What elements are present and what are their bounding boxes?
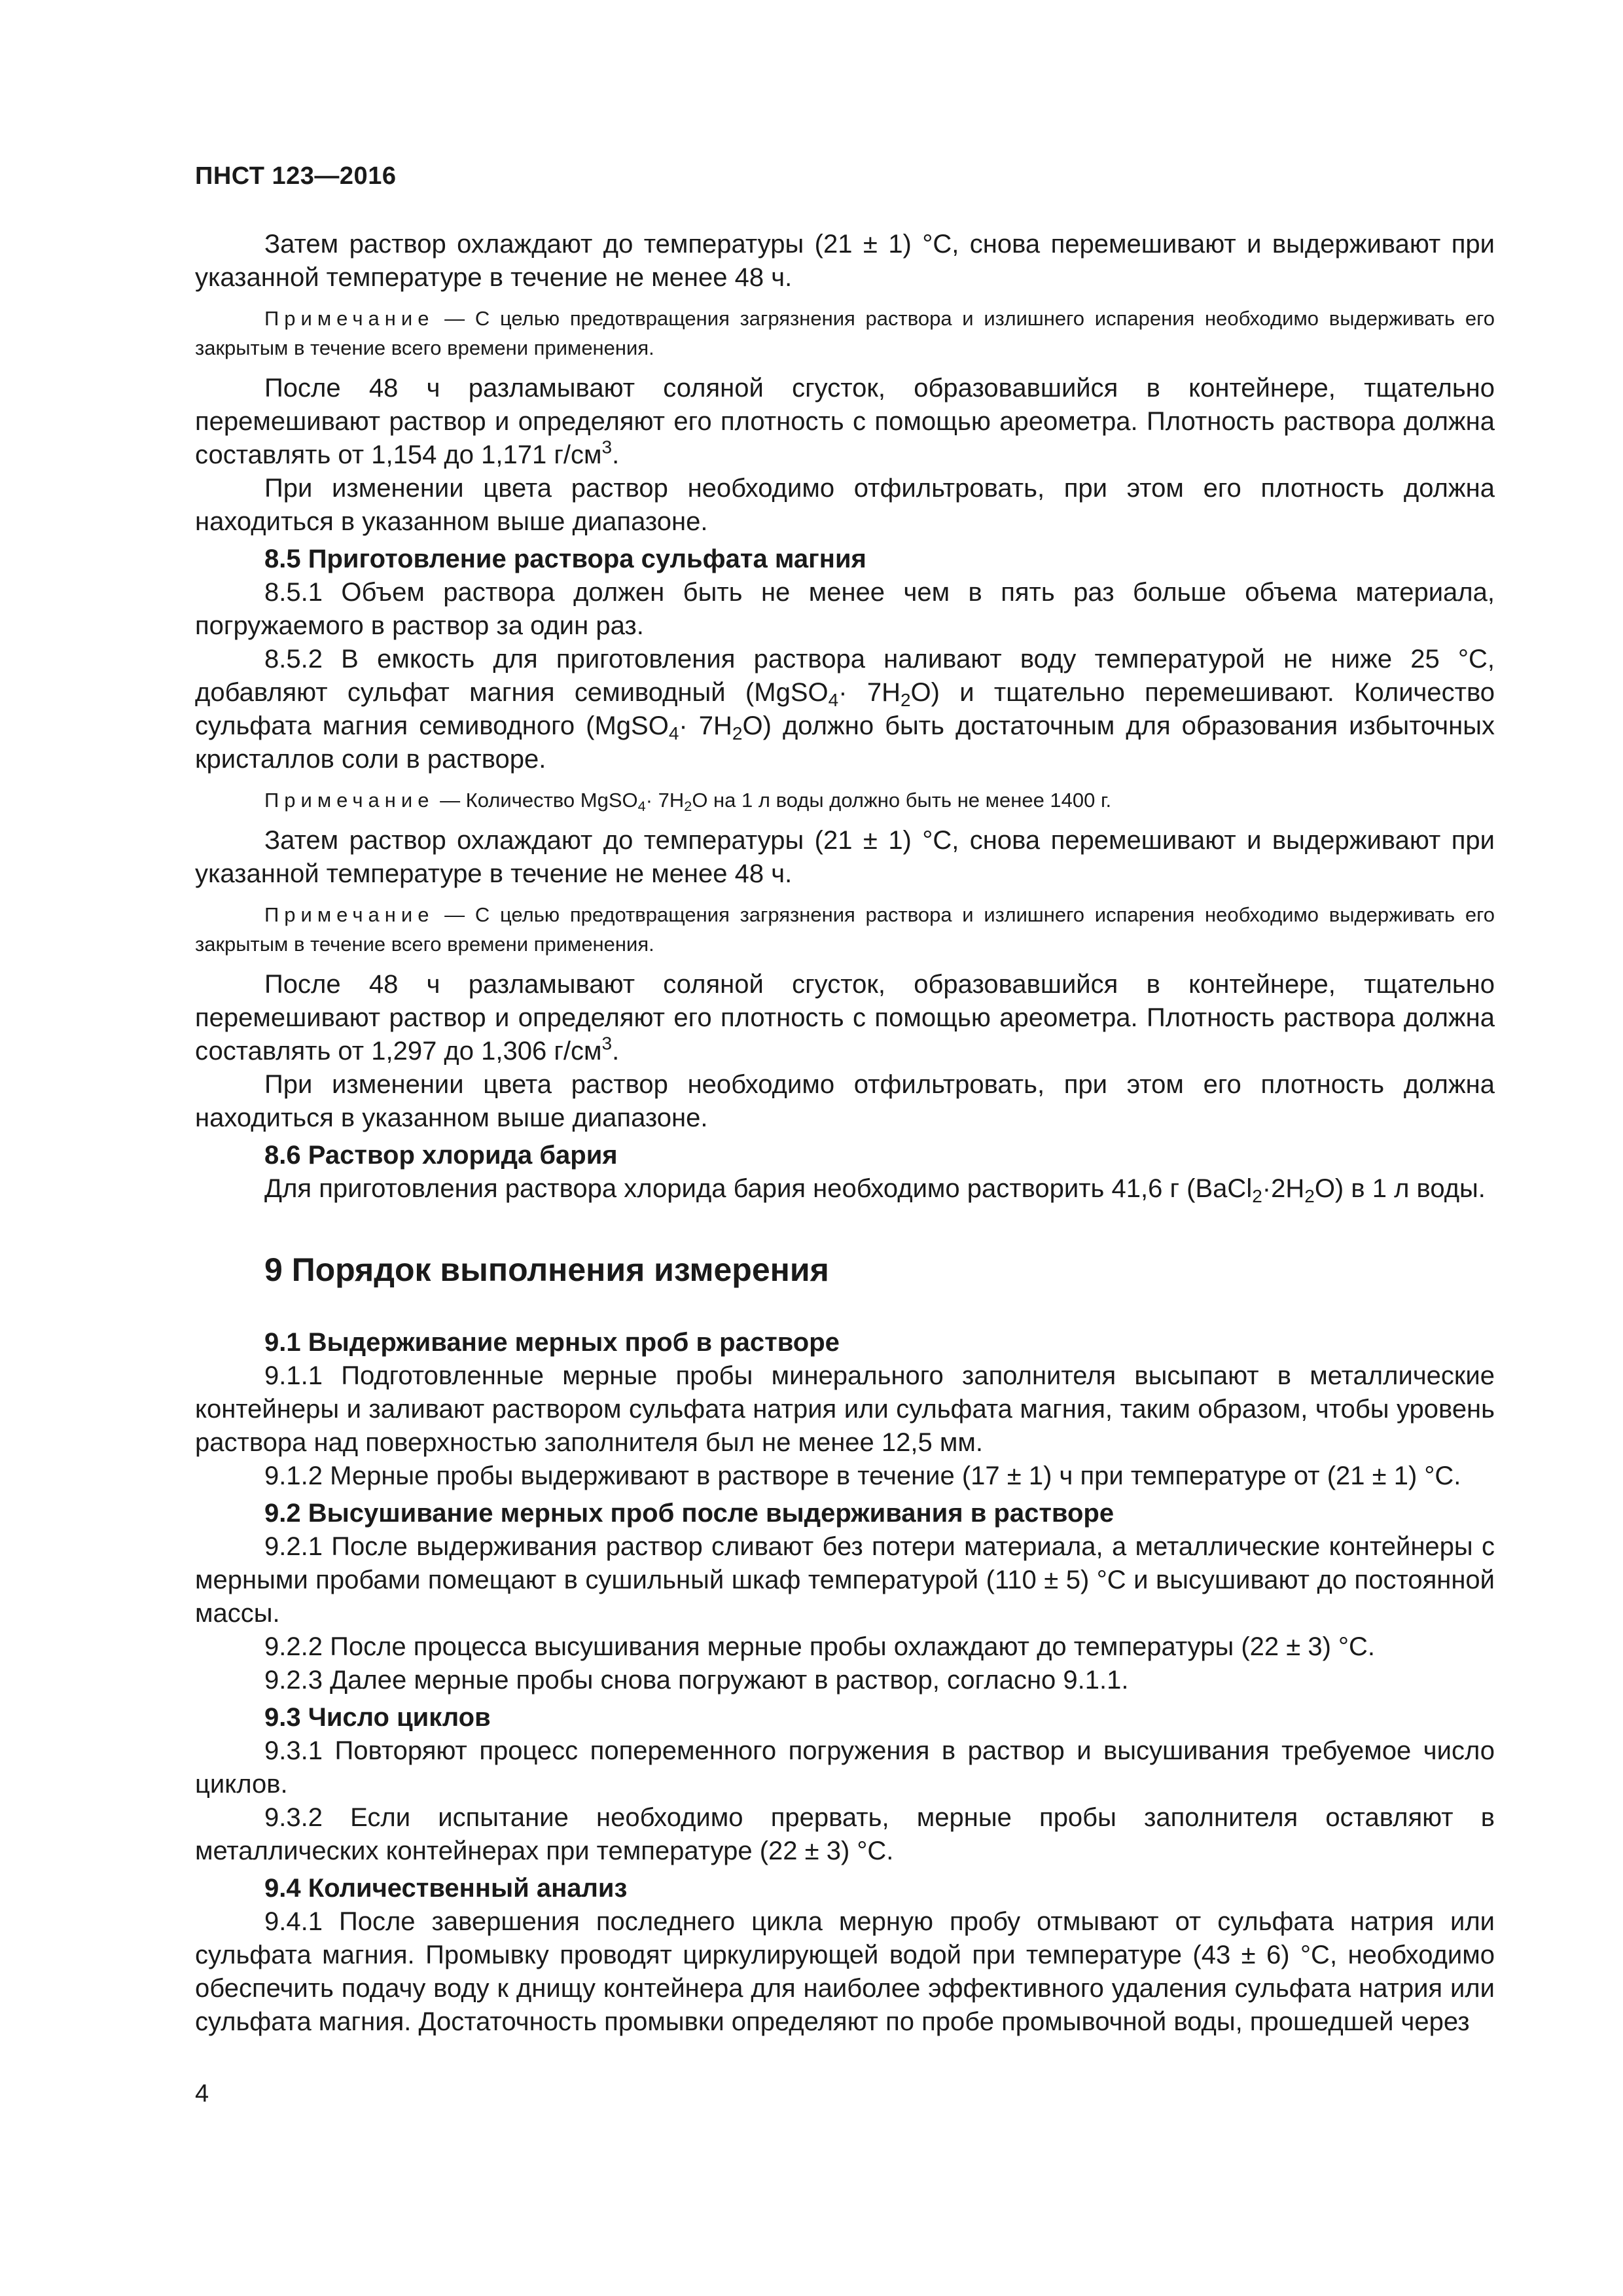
paragraph: Затем раствор охлаждают до температуры (21 ± 1) °С, снова перемешивают и выдерживают при указанной температуре в течение не менее 48 ч. (195, 230, 1495, 292)
section-heading-8-5: 8.5 Приготовление раствора сульфата магния (264, 545, 866, 573)
paragraph-text: O) должно быть достаточным для образования избыточных кристаллов соли в растворе. (195, 711, 1495, 774)
paragraph-9-3-1: 9.3.1 Повторяют процесс попеременного погружения в раствор и высушивания требуемое число циклов. (195, 1736, 1495, 1799)
note-text: — С целью предотвращения загрязнения раствора и излишнего испарения необходимо выдерживать его закрытым в течение всего времени применения. (195, 307, 1495, 359)
paragraph-9-1-1: 9.1.1 Подготовленные мерные пробы минерального заполнителя высыпают в металлические контейнеры и заливают раствором сульфата натрия или сульфата магния, таким образом, чтобы уровень раствора над поверхностью заполнителя был не менее 12,5 мм. (195, 1361, 1495, 1457)
superscript: 3 (601, 1033, 613, 1054)
paragraph-text: . (612, 1037, 620, 1066)
note-label: Примечание (264, 903, 435, 926)
paragraph-9-1-2: 9.1.2 Мерные пробы выдерживают в растворе в течение (17 ± 1) ч при температуре от (21 ± 1) °С. (264, 1462, 1461, 1490)
section-heading-8-6: 8.6 Раствор хлорида бария (264, 1141, 618, 1170)
section-heading-9-4: 9.4 Количественный анализ (264, 1874, 628, 1903)
paragraph-9-2-1: 9.2.1 После выдерживания раствор сливают без потери материала, а металлические контейнеры с мерными пробами помещают в сушильный шкаф температурой (110 ± 5) °С и высушивают до постоянной массы. (195, 1532, 1495, 1628)
note (195, 304, 1495, 363)
section-heading-9-1: 9.1 Выдерживание мерных проб в растворе (264, 1328, 840, 1357)
page-number: 4 (195, 2080, 209, 2108)
document-body (195, 228, 1495, 2039)
subscript: 4 (637, 798, 646, 815)
note (195, 785, 1495, 815)
paragraph-text: ·2H (1262, 1174, 1305, 1203)
paragraph-9-3-2: 9.3.2 Если испытание необходимо прервать, мерные пробы заполнителя оставляют в металлических контейнерах при температуре (22 ± 3) °С. (195, 1803, 1495, 1865)
paragraph-text: O) в 1 л воды. (1314, 1174, 1486, 1203)
subscript: 2 (1252, 1185, 1262, 1206)
paragraph: Затем раствор охлаждают до температуры (21 ± 1) °С, снова перемешивают и выдерживают при указанной температуре в течение не менее 48 ч. (195, 826, 1495, 888)
paragraph-text: · 7H (838, 678, 901, 707)
paragraph-9-2-3: 9.2.3 Далее мерные пробы снова погружают в раствор, согласно 9.1.1. (264, 1666, 1129, 1695)
subscript: 2 (900, 689, 911, 710)
paragraph-text: . (612, 440, 620, 469)
paragraph-8-5-1: 8.5.1 Объем раствора должен быть не менее чем в пять раз больше объема материала, погружаемого в раствор за один раз. (195, 578, 1495, 640)
note (195, 900, 1495, 959)
note-text: — С целью предотвращения загрязнения раствора и излишнего испарения необходимо выдерживать его закрытым в течение всего времени применения. (195, 903, 1495, 956)
note-label: Примечание (264, 789, 435, 812)
section-heading-9-3: 9.3 Число циклов (264, 1703, 491, 1732)
subscript: 4 (828, 689, 839, 710)
paragraph-8-5-2 (195, 643, 1495, 776)
paragraph-text: После 48 ч разламывают соляной сгусток, образовавшийся в контейнере, тщательно перемешивают раствор и определяют его плотность с помощью ареометра. Плотность раствора должна составлять от 1,297 до 1,306 г/см (195, 970, 1495, 1066)
paragraph: При изменении цвета раствор необходимо отфильтровать, при этом его плотность должна находиться в указанном выше диапазоне. (195, 1070, 1495, 1132)
paragraph-8-6 (195, 1172, 1495, 1206)
section-heading-9-2: 9.2 Высушивание мерных проб после выдерживания в растворе (264, 1499, 1115, 1528)
superscript: 3 (601, 437, 613, 457)
paragraph-text: 8.5.2 В емкость для приготовления раствора наливают воду температурой не ниже 25 °С, добавляют сульфат магния семиводный (MgSO (195, 645, 1495, 707)
paragraph: При изменении цвета раствор необходимо отфильтровать, при этом его плотность должна находиться в указанном выше диапазоне. (195, 474, 1495, 536)
paragraph-text: После 48 ч разламывают соляной сгусток, образовавшийся в контейнере, тщательно перемешивают раствор и определяют его плотность с помощью ареометра. Плотность раствора должна составлять от 1,154 до 1,171 г/см (195, 374, 1495, 469)
subscript: 2 (1304, 1185, 1315, 1206)
paragraph-9-2-2: 9.2.2 После процесса высушивания мерные пробы охлаждают до температуры (22 ± 3) °С. (264, 1632, 1376, 1661)
subscript: 2 (684, 798, 692, 815)
section-title-9: 9 Порядок выполнения измерения (264, 1251, 829, 1288)
note-text: O на 1 л воды должно быть не менее 1400 г. (692, 789, 1112, 812)
note-label: Примечание (264, 307, 435, 330)
subscript: 4 (668, 723, 679, 744)
document-header: ПНСТ 123—2016 (195, 162, 397, 190)
subscript: 2 (732, 723, 743, 744)
paragraph-text: · 7H (679, 711, 732, 740)
paragraph-text: Для приготовления раствора хлорида бария необходимо растворить 41,6 г (BaCl (264, 1174, 1253, 1203)
note-text: · 7H (645, 789, 685, 812)
paragraph-text: O) и тщательно перемешивают. Количество сульфата магния семиводного (MgSO (195, 678, 1495, 740)
paragraph-9-4-1: 9.4.1 После завершения последнего цикла мерную пробу отмывают от сульфата натрия или сульфата магния. Промывку проводят циркулирующей водой при температуре (43 ± 6) °С, необходимо обеспечить подачу воду к днищу контейнера для наиболее эффективного удаления сульфата натрия или сульфата магния. Достаточность промывки определяют по пробе промывочной воды, прошедшей через (195, 1907, 1495, 2036)
note-text: — Количество MgSO (440, 789, 638, 812)
paragraph (195, 372, 1495, 472)
paragraph (195, 968, 1495, 1068)
